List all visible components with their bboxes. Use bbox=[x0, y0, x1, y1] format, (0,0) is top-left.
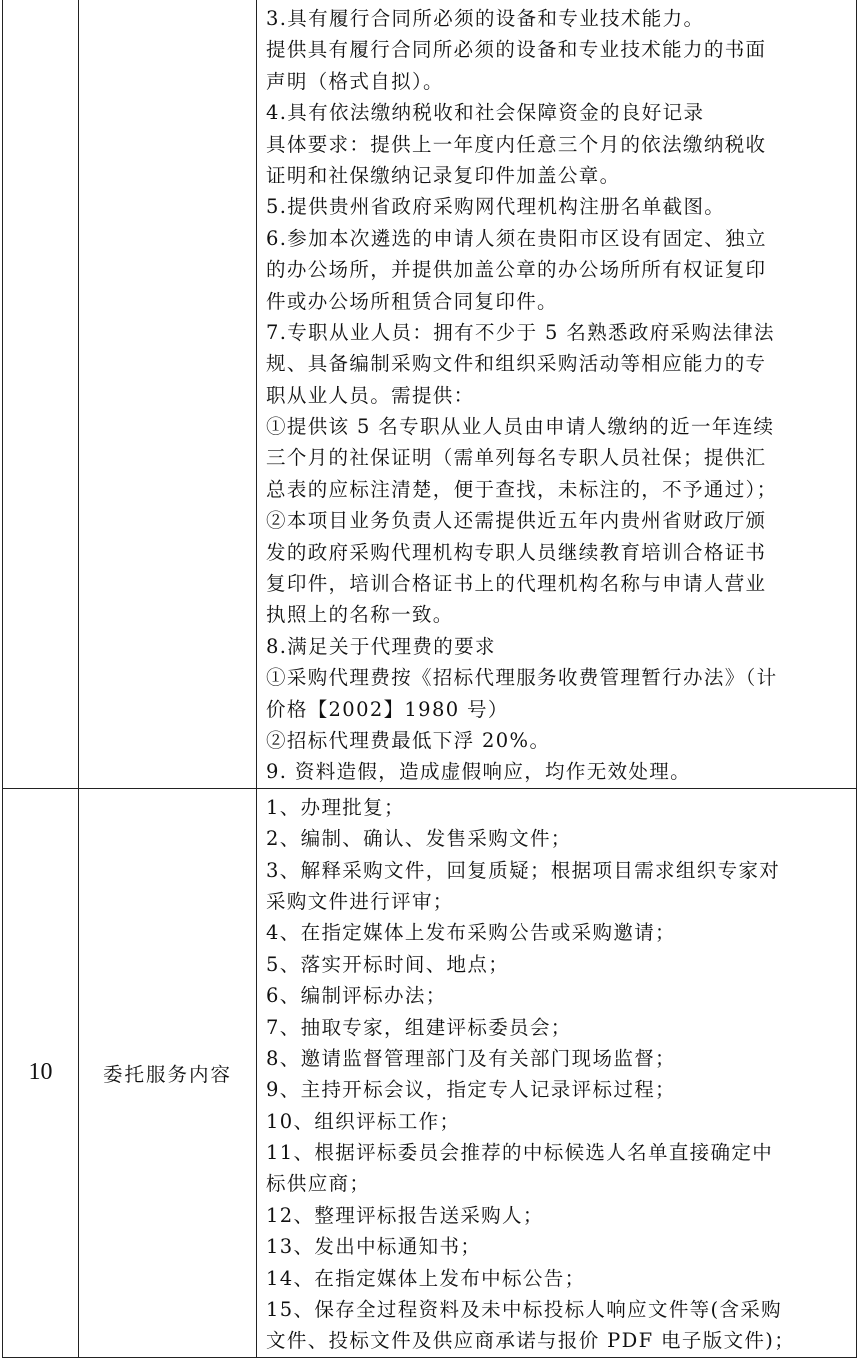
content-line: 9、主持开标会议，指定专人记录评标过程； bbox=[266, 1078, 676, 1102]
content-line: 7、抽取专家，组建评标委员会； bbox=[266, 1015, 572, 1039]
content-line: 提供具有履行合同所必须的设备和专业技术能力的书面 bbox=[266, 38, 767, 62]
content-line: 执照上的名称一致。 bbox=[266, 603, 454, 627]
row-item-cell: 委托服务内容 bbox=[79, 788, 257, 1357]
content-line: 5、落实开标时间、地点； bbox=[266, 952, 510, 976]
content-line: 14、在指定媒体上发布中标公告； bbox=[266, 1266, 586, 1290]
content-line: 15、保存全过程资料及未中标投标人响应文件等(含采购 bbox=[266, 1298, 783, 1322]
content-line: 规、具备编制采购文件和组织采购活动等相应能力的专 bbox=[266, 352, 767, 376]
content-line: 2、编制、确认、发售采购文件； bbox=[266, 827, 572, 851]
content-line: 三个月的社保证明（需单列每名专职人员社保；提供汇 bbox=[266, 446, 767, 470]
content-line: 7.专职从业人员：拥有不少于 5 名熟悉政府采购法律法 bbox=[266, 320, 775, 344]
content-lines bbox=[257, 789, 856, 1357]
content-line: ①提供该 5 名专职从业人员由申请人缴纳的近一年连续 bbox=[266, 415, 775, 439]
content-line: 6、编制评标办法； bbox=[266, 984, 447, 1008]
content-line: 发的政府采购代理机构专职人员继续教育培训合格证书 bbox=[266, 540, 767, 564]
content-line: 声明（格式自拟）。 bbox=[266, 69, 444, 93]
content-line: 13、发出中标通知书； bbox=[266, 1235, 482, 1259]
content-line: 具体要求：提供上一年度内任意三个月的依法缴纳税收 bbox=[266, 132, 767, 156]
row-content-cell bbox=[257, 0, 857, 788]
content-line: 总表的应标注清楚，便于查找，未标注的，不予通过）； bbox=[266, 477, 778, 501]
content-line: 证明和社保缴纳记录复印件加盖公章。 bbox=[266, 163, 621, 187]
content-line: 5.提供贵州省政府采购网代理机构注册名单截图。 bbox=[266, 195, 726, 219]
content-line: 4.具有依法缴纳税收和社会保障资金的良好记录 bbox=[266, 101, 705, 125]
content-line: 的办公场所，并提供加盖公章的办公场所所有权证复印 bbox=[266, 258, 767, 282]
content-line: 3、解释采购文件，回复质疑；根据项目需求组织专家对 bbox=[266, 858, 781, 882]
content-line: 11、根据评标委员会推荐的中标候选人名单直接确定中 bbox=[266, 1141, 774, 1165]
content-line: 4、在指定媒体上发布采购公告或采购邀请； bbox=[266, 921, 676, 945]
content-line: 10、组织评标工作； bbox=[266, 1109, 461, 1133]
content-line: 标供应商； bbox=[266, 1172, 371, 1196]
content-line: 文件、投标文件及供应商承诺与报价 PDF 电子版文件)； bbox=[266, 1329, 796, 1353]
table-row bbox=[3, 788, 857, 1357]
content-line: ②招标代理费最低下浮 20%。 bbox=[266, 728, 551, 752]
content-line: ①采购代理费按《招标代理服务收费管理暂行办法》（计 bbox=[266, 666, 778, 690]
content-line: 12、整理评标报告送采购人； bbox=[266, 1203, 544, 1227]
content-line: 采购文件进行评审； bbox=[266, 889, 454, 913]
content-line: ②本项目业务负责人还需提供近五年内贵州省财政厅颁 bbox=[266, 509, 767, 533]
content-line: 3.具有履行合同所必须的设备和专业技术能力。 bbox=[266, 7, 705, 30]
content-line: 1、办理批复； bbox=[266, 795, 405, 819]
content-lines bbox=[257, 0, 856, 788]
row-number-cell bbox=[3, 0, 79, 788]
content-line: 8.满足关于代理费的要求 bbox=[266, 634, 496, 658]
row-content-cell bbox=[257, 788, 857, 1357]
row-number-cell: 10 bbox=[3, 788, 79, 1357]
content-line: 8、邀请监督管理部门及有关部门现场监督； bbox=[266, 1046, 676, 1070]
content-line: 6.参加本次遴选的申请人须在贵阳市区设有固定、独立 bbox=[266, 226, 767, 250]
row-item-cell bbox=[79, 0, 257, 788]
content-line: 9. 资料造假，造成虚假响应，均作无效处理。 bbox=[266, 760, 692, 784]
content-line: 件或办公场所租赁合同复印件。 bbox=[266, 289, 558, 313]
content-line: 职从业人员。需提供： bbox=[266, 383, 475, 407]
content-line: 复印件，培训合格证书上的代理机构名称与申请人营业 bbox=[266, 572, 767, 596]
table-row bbox=[3, 0, 857, 788]
content-line: 价格【2002】1980 号） bbox=[266, 697, 509, 721]
requirements-table bbox=[2, 0, 857, 1358]
